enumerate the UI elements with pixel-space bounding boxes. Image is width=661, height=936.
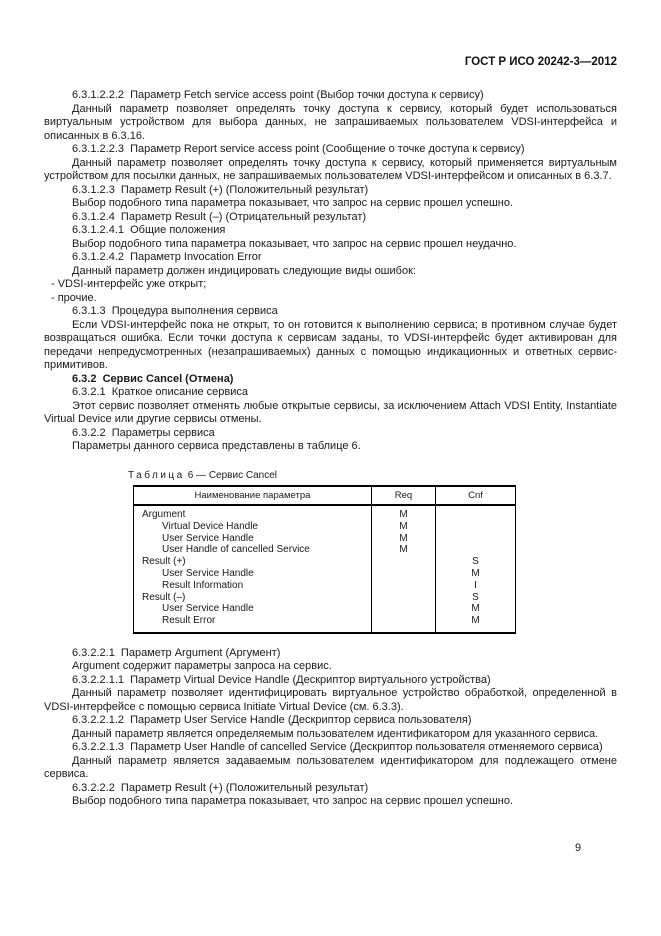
- table-caption: [128, 469, 617, 483]
- section-heading: 6.3.1.2.4.2 Параметр Invocation Error: [72, 251, 262, 263]
- section-heading: 6.3.1.2.2.2 Параметр Fetch service access point (Выбор точки доступа к сервису): [72, 89, 484, 101]
- section-heading: 6.3.1.2.2.3 Параметр Report service access point (Сообщение о точке доступа к сервису): [72, 143, 525, 155]
- table-row: [134, 603, 516, 615]
- cell-parameter-name: User Service Handle: [162, 603, 254, 615]
- section-heading: 6.3.2.2.1.1 Параметр Virtual Device Handle (Дескриптор виртуального устройства): [72, 673, 491, 686]
- cell-parameter-name: Result Information: [162, 579, 244, 591]
- paragraph: Если VDSI-интерфейс пока не открыт, то он готовится к выполнению сервиса; в противном случае будет возвращаться ошибка. Если точки доступа к сервисам заданы, то VDSI-интерфейс будет активирован для передачи непредусмотренных (незапрашиваемых) данных с помощью индикационных и ответных сервис-примитивов.: [44, 318, 617, 371]
- cell-req: M: [372, 533, 436, 545]
- paragraph: Данный параметр позволяет идентифицировать виртуальное устройство обработкой, определенной в VDSI-интерфейсе с помощью сервиса Initiate Virtual Device (см. 6.3.3).: [44, 687, 617, 713]
- cell-parameter-name: User Service Handle: [162, 532, 254, 544]
- cell-req: M: [372, 521, 436, 533]
- section-heading: 6.3.1.3 Процедура выполнения сервиса: [72, 305, 278, 317]
- list-item: - VDSI-интерфейс уже открыт;: [51, 278, 207, 290]
- cell-req: [372, 556, 436, 568]
- column-header-parameter-name: Наименование параметра: [134, 486, 372, 505]
- paragraph: Данный параметр является определяемым пользователем идентификатором для указанного сервиса.: [72, 727, 599, 740]
- section-heading-bold: 6.3.2 Сервис Cancel (Отмена): [72, 372, 234, 385]
- column-header-cnf: Cnf: [436, 486, 516, 505]
- cell-cnf: [436, 544, 516, 556]
- section-heading: 6.3.1.2.3 Параметр Result (+) (Положительный результат): [72, 183, 369, 196]
- running-header-standard-code: ГОСТ Р ИСО 20242-3—2012: [464, 56, 617, 68]
- section-heading: 6.3.2.1 Краткое описание сервиса: [72, 386, 248, 398]
- cell-req: [372, 580, 436, 592]
- list-item: - прочие.: [51, 291, 97, 304]
- section-heading: 6.3.1.2.4 Параметр Result (–) (Отрицательный результат): [72, 210, 367, 223]
- cell-cnf: S: [436, 556, 516, 568]
- section-heading: 6.3.2.2.2 Параметр Result (+) (Положительный результат): [72, 781, 369, 794]
- table-row: [134, 592, 516, 604]
- paragraph: Выбор подобного типа параметра показывает, что запрос на сервис прошел успешно.: [72, 197, 514, 209]
- cell-req: [372, 592, 436, 604]
- paragraph: Данный параметр позволяет определять точку доступа к сервису, который применяется виртуальным устройством для посылки данных, не запрашиваемых пользователем VDSI-интерфейсом и описанных в 6.3.7.: [44, 156, 617, 182]
- table-row: [134, 544, 516, 556]
- cell-cnf: M: [436, 615, 516, 633]
- cell-parameter-name: Virtual Device Handle: [162, 520, 258, 532]
- section-heading: 6.3.2.2.1 Параметр Argument (Аргумент): [72, 646, 281, 659]
- table-caption-word: Таблица: [128, 469, 185, 481]
- paragraph: Данный параметр должен индицировать следующие виды ошибок:: [72, 264, 416, 277]
- section-heading: 6.3.2.2.1.3 Параметр User Handle of cancelled Service (Дескриптор пользователя отменяемого сервиса): [72, 741, 603, 754]
- cell-cnf: M: [436, 568, 516, 580]
- cell-cnf: [436, 533, 516, 545]
- cell-req: [372, 568, 436, 580]
- cell-req: M: [372, 505, 436, 521]
- table-row: [134, 568, 516, 580]
- cell-parameter-name: Result (–): [142, 591, 186, 603]
- cell-parameter-name: User Handle of cancelled Service: [162, 544, 310, 556]
- cell-cnf: S: [436, 592, 516, 604]
- cell-cnf: [436, 505, 516, 521]
- section-heading: 6.3.1.2.4.1 Общие положения: [72, 224, 226, 236]
- cell-cnf: [436, 521, 516, 533]
- paragraph: Argument содержит параметры запроса на сервис.: [72, 660, 332, 673]
- service-parameters-table: [133, 485, 516, 634]
- paragraph: Выбор подобного типа параметра показывает, что запрос на сервис прошел успешно.: [72, 795, 514, 808]
- section-heading: 6.3.2.2 Параметры сервиса: [72, 426, 215, 439]
- cell-cnf: M: [436, 603, 516, 615]
- table-caption-title: 6 — Сервис Cancel: [187, 469, 277, 481]
- cell-req: M: [372, 544, 436, 556]
- page-content: [44, 89, 617, 809]
- table-row: [134, 580, 516, 592]
- table-row: [134, 521, 516, 533]
- table-row: [134, 615, 516, 633]
- cell-parameter-name: Result (+): [142, 556, 186, 568]
- cell-req: [372, 615, 436, 633]
- paragraph: Параметры данного сервиса представлены в таблице 6.: [72, 440, 361, 452]
- paragraph: Данный параметр позволяет определять точку доступа к сервису, который будет использоваться виртуальным устройством для выбора данных, не запрашиваемых пользователем VDSI-интерфейса и описанных в 6.3.16.: [44, 102, 617, 142]
- cell-parameter-name: Result Error: [162, 615, 216, 627]
- paragraph: Данный параметр является задаваемым пользователем идентификатором для подлежащего отмене сервиса.: [44, 754, 617, 781]
- cell-parameter-name: User Service Handle: [162, 567, 254, 579]
- section-heading: 6.3.2.2.1.2 Параметр User Service Handle (Дескриптор сервиса пользователя): [72, 714, 472, 727]
- cell-parameter-name: Argument: [142, 509, 186, 520]
- page-number: 9: [575, 842, 582, 854]
- cell-cnf: I: [436, 580, 516, 592]
- column-header-req: Req: [372, 486, 436, 505]
- table-row: [134, 505, 516, 521]
- content-after-table: [44, 647, 617, 809]
- table-row: [134, 533, 516, 545]
- table-row: [134, 556, 516, 568]
- paragraph: Этот сервис позволяет отменять любые открытые сервисы, за исключением Attach VDSI Entity, Instantiate Virtual Device или другие сервисы отмены.: [44, 399, 617, 425]
- cell-req: [372, 603, 436, 615]
- table-header-row: [134, 486, 516, 505]
- paragraph: Выбор подобного типа параметра показывает, что запрос на сервис прошел неудачно.: [72, 237, 517, 250]
